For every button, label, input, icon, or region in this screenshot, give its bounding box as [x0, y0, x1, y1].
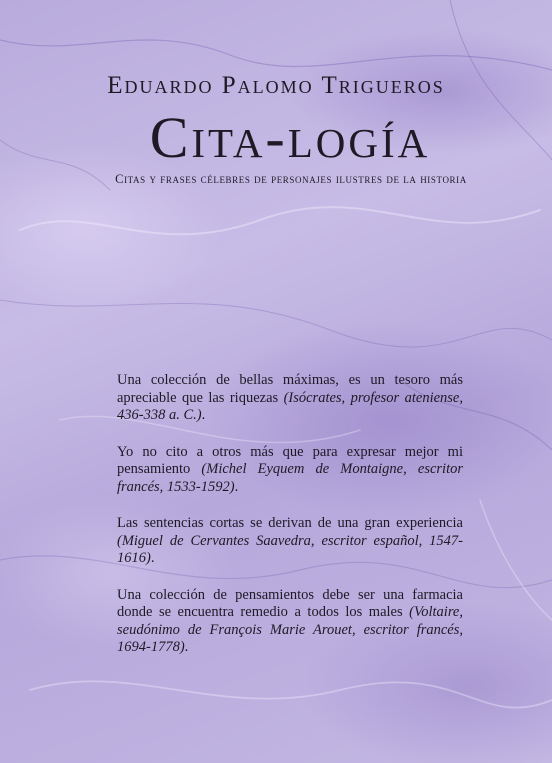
quote-isocrates: Una colección de bellas máximas, es un tesoro más apreciable que las riquezas (Isócrates, profesor ateniense, 436-338 a. C.). — [117, 372, 463, 423]
quote-cervantes: Las sentencias cortas se derivan de una gran experiencia (Miguel de Cervantes Saavedra, escritor español, 1547-1616). — [117, 515, 463, 566]
book-subtitle: Citas y frases célebres de personajes ilustres de la historia — [115, 172, 467, 186]
quote-attribution: (Isócrates, profesor ateniense, 436-338 a. C.) — [117, 389, 463, 423]
quote-text: Las sentencias cortas se derivan de una gran experiencia — [117, 515, 463, 531]
quote-attribution: (Michel Eyquem de Montaigne, escritor francés, 1533-1592) — [117, 461, 463, 495]
quote-text: Una colección de pensamientos debe ser una farmacia donde se encuentra remedio a todos los males — [117, 586, 463, 620]
quote-attribution: (Voltaire, seudónimo de François Marie Arouet, escritor francés, 1694-1778) — [117, 604, 463, 655]
book-title: Cita-logía — [149, 105, 431, 170]
quotes-block — [117, 372, 463, 676]
author-name: Eduardo Palomo Trigueros — [107, 72, 445, 99]
quote-text: Yo no cito a otros más que para expresar mejor mi pensamiento — [117, 443, 463, 477]
quote-montaigne: Yo no cito a otros más que para expresar mejor mi pensamiento (Michel Eyquem de Montaigne, escritor francés, 1533-1592). — [117, 443, 463, 495]
quote-attribution: (Miguel de Cervantes Saavedra, escritor español, 1547-1616) — [117, 532, 463, 566]
quote-text: Una colección de bellas máximas, es un tesoro más apreciable que las riquezas — [117, 372, 463, 406]
quote-voltaire: Una colección de pensamientos debe ser una farmacia donde se encuentra remedio a todos los males (Voltaire, seudónimo de François Marie Arouet, escritor francés, 1694-1778). — [117, 586, 463, 655]
